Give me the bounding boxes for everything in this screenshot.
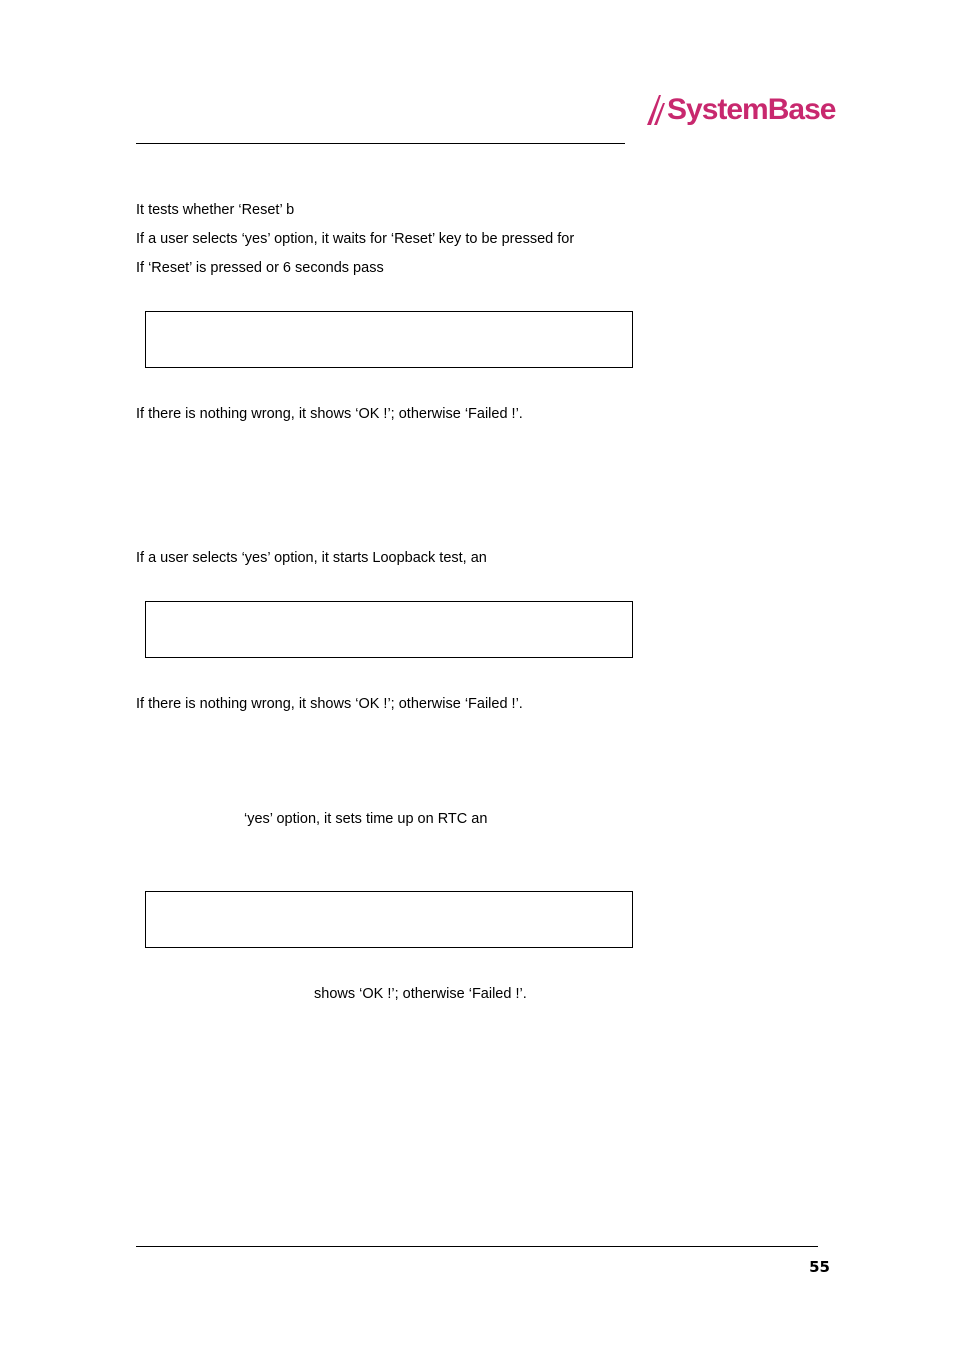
rtc-test-line-1: ‘yes’ option, it sets time up on RTC an [244, 811, 488, 827]
reset-test-line-3: If ‘Reset’ is pressed or 6 seconds pass [136, 260, 384, 276]
rtc-test-result: shows ‘OK !’; otherwise ‘Failed !’. [314, 986, 527, 1002]
loopback-test-result: If there is nothing wrong, it shows ‘OK !’; otherwise ‘Failed !’. [136, 696, 523, 712]
rtc-test-output-box [145, 891, 633, 948]
loopback-test-output-box [145, 601, 633, 658]
reset-test-line-1: It tests whether ‘Reset’ b [136, 202, 295, 218]
reset-test-result: If there is nothing wrong, it shows ‘OK !’; otherwise ‘Failed !’. [136, 406, 523, 422]
footer-rule [136, 1246, 818, 1247]
page-number: 55 [809, 1258, 830, 1276]
logo-text: SystemBase [667, 93, 836, 126]
header-rule [136, 143, 625, 144]
systembase-logo [645, 88, 835, 132]
loopback-test-line-1: If a user selects ‘yes’ option, it starts Loopback test, an [136, 550, 487, 566]
reset-test-line-2: If a user selects ‘yes’ option, it waits for ‘Reset’ key to be pressed for [136, 231, 575, 247]
systembase-logo-mark-icon [645, 91, 669, 129]
reset-test-output-box [145, 311, 633, 368]
